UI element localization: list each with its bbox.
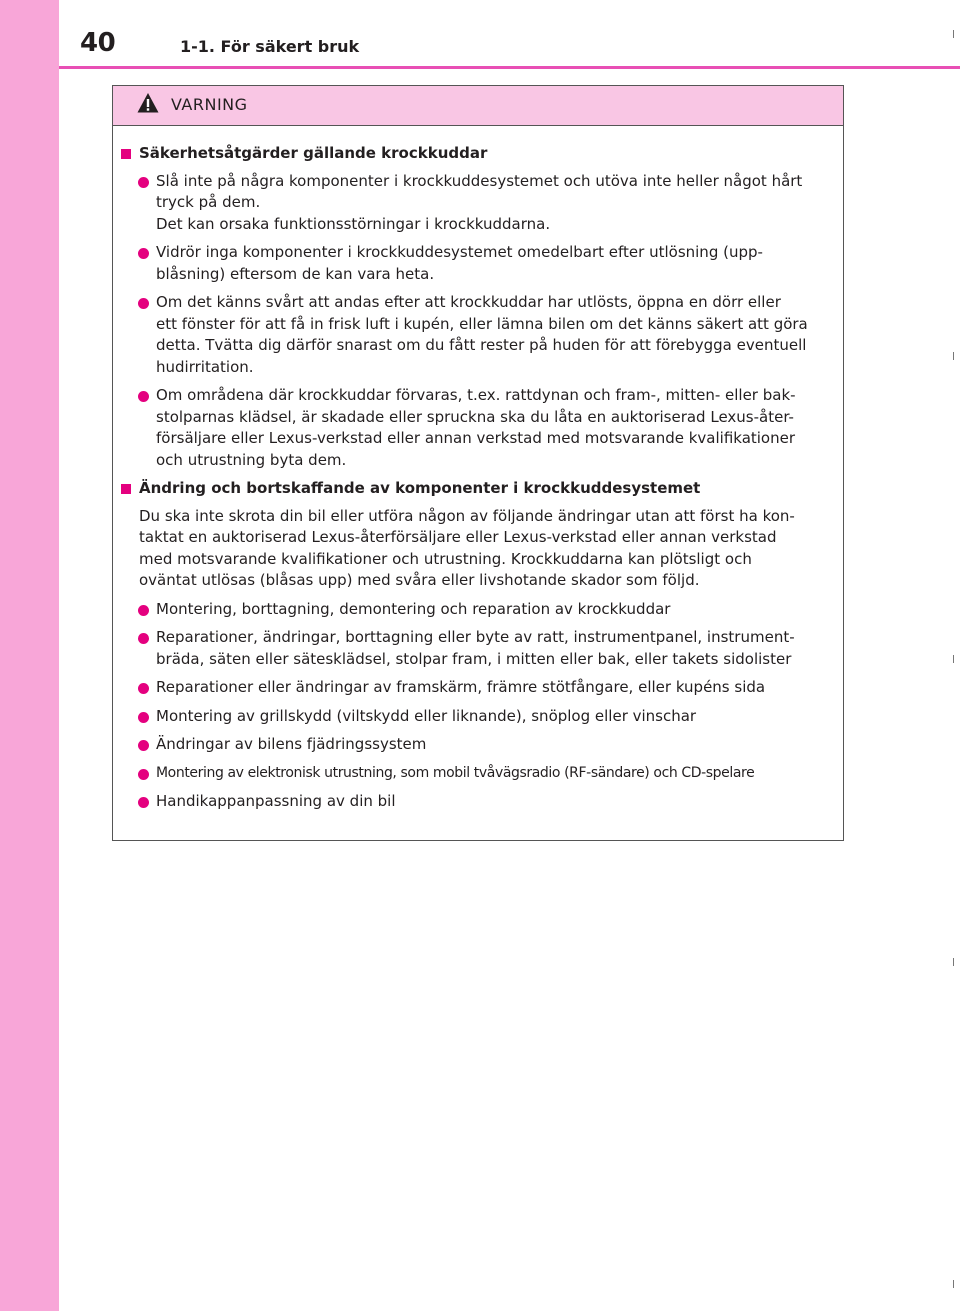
list-item <box>113 292 835 378</box>
bullet-dot-icon <box>138 769 149 780</box>
list-item-line: Reparationer eller ändringar av framskärm, främre stötfångare, eller kupéns sida <box>156 678 766 696</box>
list-item-line: Ändringar av bilens fjädringssystem <box>156 735 427 753</box>
list-item-line: Montering av grillskydd (viltskydd eller liknande), snöplog eller vinschar <box>156 706 697 725</box>
list-item-line: bräda, säten eller sätesklädsel, stolpar fram, i mitten eller bak, eller takets sidolister <box>156 649 792 668</box>
list-item <box>113 763 835 785</box>
warning-body <box>113 143 835 820</box>
list-item-line: tryck på dem. <box>156 193 261 211</box>
section-intro <box>113 506 835 592</box>
list-item <box>113 599 835 621</box>
list-item-line: Om det känns svårt att andas efter att krockkuddar har utlösts, öppna en dörr eller <box>156 293 781 311</box>
crop-mark <box>953 958 954 966</box>
section-heading-text: Säkerhetsåtgärder gällande krockkuddar <box>139 144 488 162</box>
list-item <box>113 734 835 756</box>
list-item-line: Montering av elektronisk utrustning, som mobil tvåvägsradio (RF-sändare) och CD-spelare <box>156 764 755 781</box>
bullet-dot-icon <box>138 298 149 309</box>
crop-mark <box>953 1280 954 1288</box>
list-item <box>113 706 835 728</box>
square-bullet-icon <box>121 484 131 494</box>
list-item-line: Det kan orsaka funktionsstörningar i krockkuddarna. <box>156 214 551 233</box>
page-number: 40 <box>80 28 116 58</box>
side-strip <box>0 0 59 1311</box>
section-title: 1-1. För säkert bruk <box>180 37 360 56</box>
bullet-dot-icon <box>138 797 149 808</box>
list-item-line: blåsning) eftersom de kan vara heta. <box>156 264 435 283</box>
list-item-line: och utrustning byta dem. <box>156 450 347 469</box>
section-heading <box>113 143 835 165</box>
list-item <box>113 385 835 471</box>
bullet-dot-icon <box>138 740 149 751</box>
list-item-line: Reparationer, ändringar, borttagning eller byte av ratt, instrumentpanel, instrument- <box>156 628 795 646</box>
intro-line: med motsvarande kvalifikationer och utrustning. Krockkuddarna kan plötsligt och <box>139 549 752 568</box>
list-item <box>113 627 835 670</box>
warning-header <box>113 86 843 126</box>
section-heading-text: Ändring och bortskaffande av komponenter i krockkuddesystemet <box>139 479 701 497</box>
list-item-line: Montering, borttagning, demontering och reparation av krockkuddar <box>156 599 671 618</box>
header-rule <box>59 66 960 69</box>
list-item <box>113 677 835 699</box>
bullet-dot-icon <box>138 633 149 644</box>
intro-line: Du ska inte skrota din bil eller utföra någon av följande ändringar utan att först ha kon- <box>139 506 795 525</box>
warning-triangle-icon <box>137 92 159 114</box>
list-item <box>113 791 835 813</box>
crop-mark <box>953 352 954 360</box>
crop-mark <box>953 30 954 38</box>
intro-line: taktat en auktoriserad Lexus-återförsäljare eller Lexus-verkstad eller annan verkstad <box>139 528 777 546</box>
bullet-dot-icon <box>138 177 149 188</box>
list-item-line: Slå inte på några komponenter i krockkuddesystemet och utöva inte heller något hårt <box>156 171 803 190</box>
warning-label: VARNING <box>171 95 248 114</box>
list-item-line: Vidrör inga komponenter i krockkuddesystemet omedelbart efter utlösning (upp- <box>156 243 763 261</box>
list-item-line: hudirritation. <box>156 357 254 376</box>
list-item-line: försäljare eller Lexus-verkstad eller annan verkstad med motsvarande kvalifikationer <box>156 429 796 447</box>
crop-mark <box>953 655 954 663</box>
bullet-dot-icon <box>138 712 149 723</box>
bullet-dot-icon <box>138 683 149 694</box>
list-item-line: stolparnas klädsel, är skadade eller spruckna ska du låta en auktoriserad Lexus-åter- <box>156 407 794 426</box>
list-item-line: ett fönster för att få in frisk luft i kupén, eller lämna bilen om det känns säkert att göra <box>156 314 808 333</box>
bullet-dot-icon <box>138 605 149 616</box>
list-item <box>113 171 835 236</box>
intro-line: oväntat utlösas (blåsas upp) med svåra eller livshotande skador som följd. <box>139 571 700 589</box>
section-heading <box>113 478 835 500</box>
square-bullet-icon <box>121 149 131 159</box>
list-item-line: Om områdena där krockkuddar förvaras, t.ex. rattdynan och fram-, mitten- eller bak- <box>156 386 796 404</box>
bullet-dot-icon <box>138 391 149 402</box>
list-item-line: Handikappanpassning av din bil <box>156 792 396 810</box>
list-item <box>113 242 835 285</box>
bullet-dot-icon <box>138 248 149 259</box>
warning-box <box>112 85 844 841</box>
list-item-line: detta. Tvätta dig därför snarast om du fått rester på huden för att förebygga eventuell <box>156 336 807 354</box>
